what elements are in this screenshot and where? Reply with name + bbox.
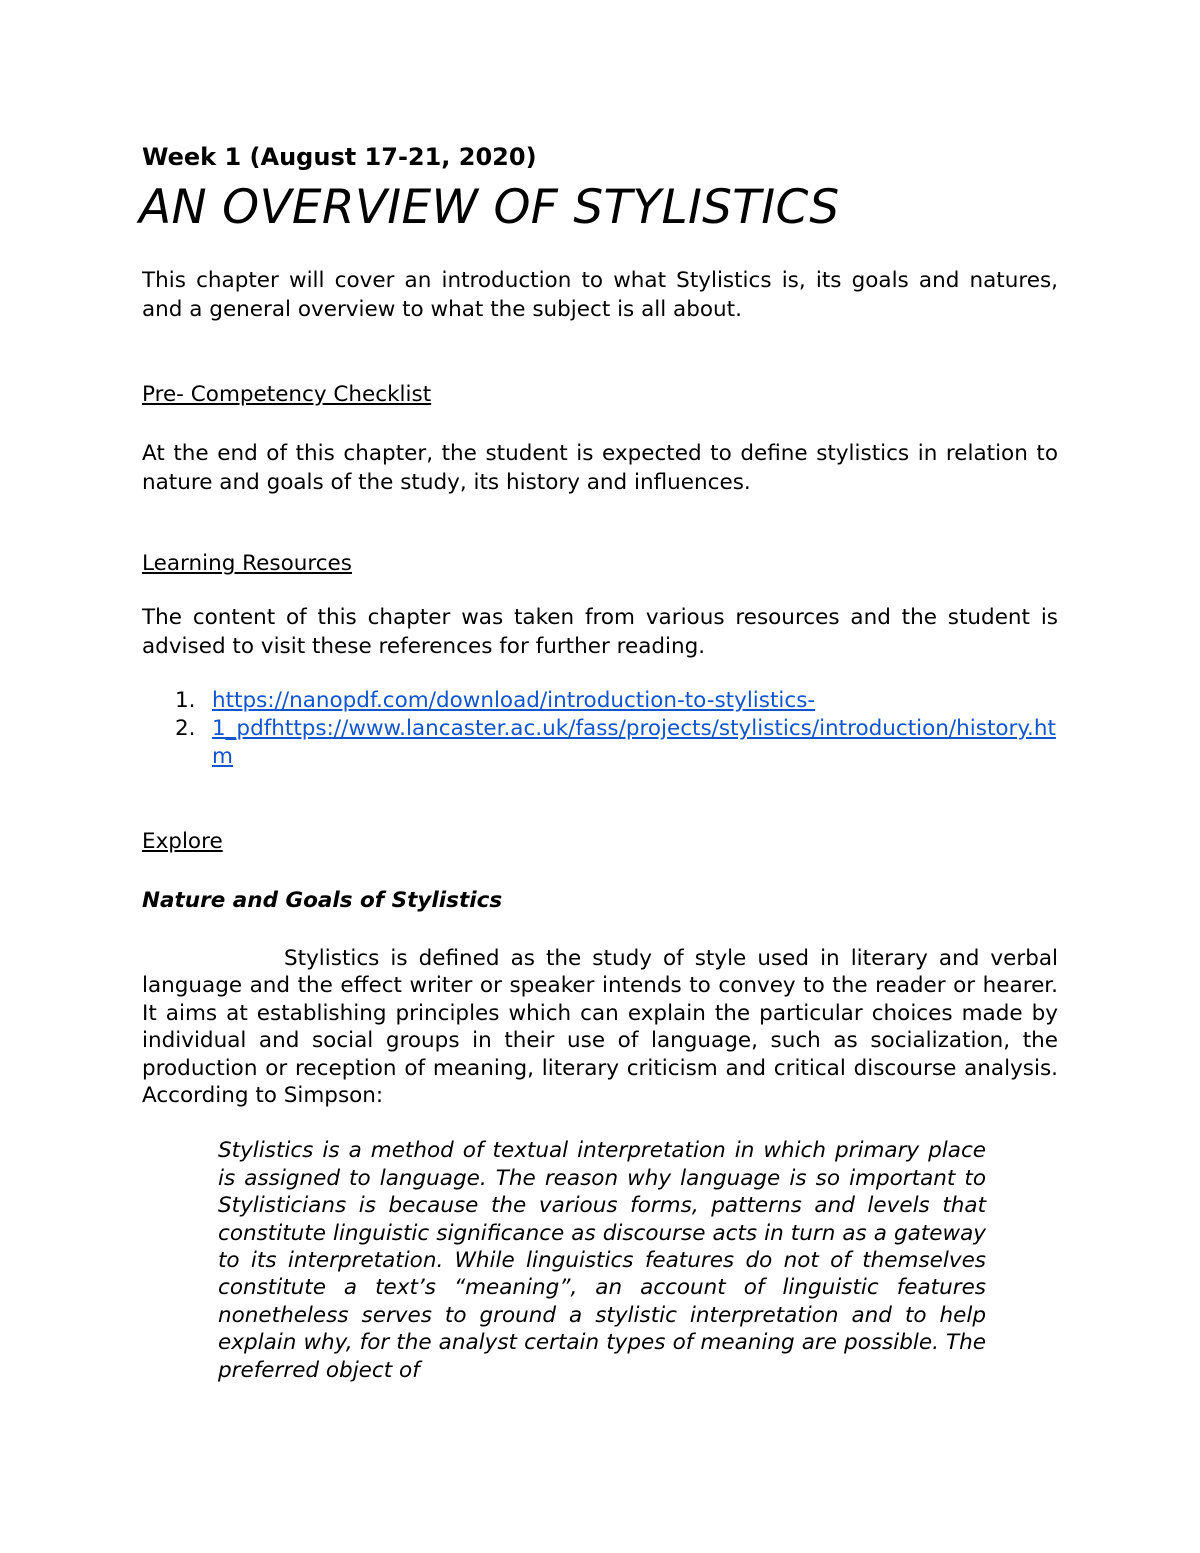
reference-number: 2.: [175, 716, 196, 741]
learning-resources-heading: Learning Resources: [142, 551, 352, 576]
reference-number: 1.: [175, 688, 196, 713]
page-title: AN OVERVIEW OF STYLISTICS: [139, 180, 840, 235]
learning-resources-paragraph: The content of this chapter was taken from various resources and the student is advised to visit these references for further reading.: [142, 605, 1058, 659]
nature-goals-subheading: Nature and Goals of Stylistics: [142, 888, 503, 913]
intro-paragraph: This chapter will cover an introduction to what Stylistics is, its goals and natures, and a general overview to what the subject is all about.: [142, 268, 1058, 322]
simpson-quote: Stylistics is a method of textual interpretation in which primary place is assigned to language. The reason why language is so important to Stylisticians is because the various forms, patterns and levels that constitute linguistic significance as discourse acts in turn as a gateway to its interpretation. While linguistics features do not of themselves constitute a text’s “meaning”, an account of linguistic features nonetheless serves to ground a stylistic interpretation and to help explain why, for the analyst certain types of meaning are possible. The preferred object of: [218, 1138, 986, 1383]
nature-paragraph: Stylistics is defined as the study of style used in literary and verbal language and the effect writer or speaker intends to convey to the reader or hearer. It aims at establishing principles which can explain the particular choices made by individual and social groups in their use of language, such as socialization, the production or reception of meaning, literary criticism and critical discourse analysis. According to Simpson:: [142, 946, 1058, 1109]
week-label: Week 1 (August 17-21, 2020): [142, 143, 537, 171]
reference-link-nanopdf[interactable]: https://nanopdf.com/download/introduction-to-stylistics-: [212, 688, 816, 713]
reference-link-lancaster[interactable]: 1_pdfhttps://www.lancaster.ac.uk/fass/projects/stylistics/introduction/history.htm: [212, 716, 1056, 769]
reference-item: [142, 715, 1058, 771]
reference-item: [142, 687, 1058, 715]
reference-list: [142, 687, 1058, 771]
document-page: [139, 140, 1058, 1384]
precompetency-paragraph: At the end of this chapter, the student is expected to define stylistics in relation to nature and goals of the study, its history and influences.: [142, 441, 1058, 495]
explore-heading: Explore: [142, 829, 223, 854]
precompetency-heading: Pre- Competency Checklist: [142, 382, 432, 407]
